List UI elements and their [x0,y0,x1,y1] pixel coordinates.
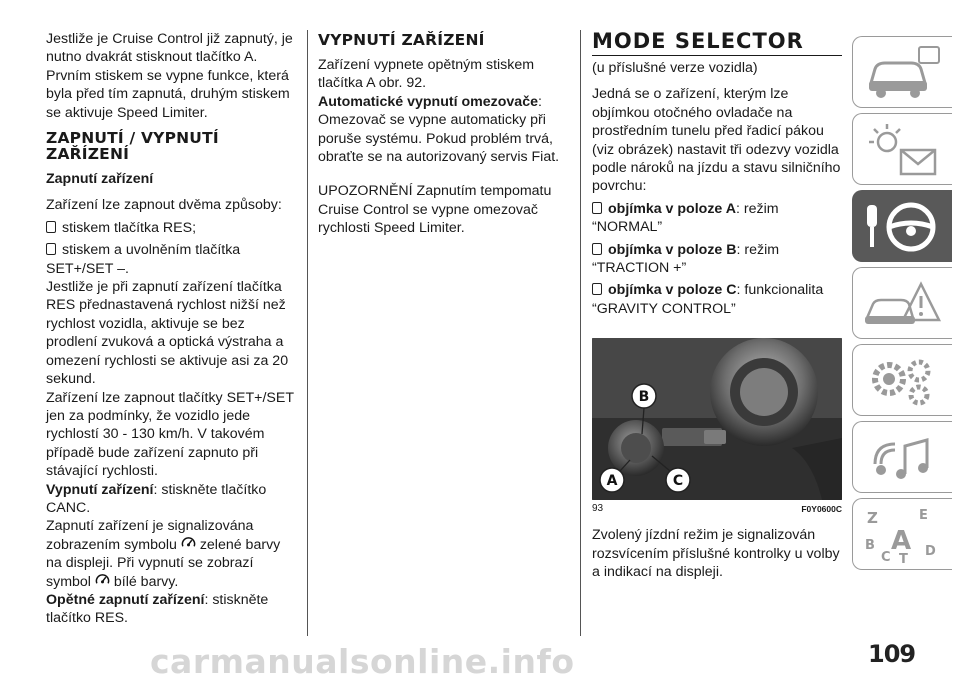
column-left [46,30,298,628]
car-dashboard-icon [861,43,943,103]
disable-text: : stiskněte tlačítko CANC. [46,481,267,516]
figure-number: 93 [592,503,604,515]
tab-multimedia[interactable] [852,421,952,493]
speed-limiter-icon [181,536,196,551]
paragraph-disable-press: Zařízení vypnete opětným stiskem tlačítka A obr. 92. [318,57,535,92]
auto-disable-text: : Omezovač se vypne automaticky při poruše systému. Pokud problém trvá, obraťte se na autorizovaný servis Fiat. [318,93,560,166]
bullet-square-icon [46,221,56,233]
bullet-text-cont: SET+/SET –. [46,260,129,277]
mode-selector-illustration [592,338,842,500]
tab-car-dashboard[interactable] [852,36,952,108]
index-letter-b: B [865,538,875,553]
auto-disable-label: Automatické vypnutí omezovače [318,93,538,110]
column-middle [318,30,570,238]
index-letter-z: Z [867,509,878,527]
mode-item-b [592,241,842,278]
steering-wheel-key-icon [861,197,943,257]
index-letter-c: C [881,550,891,565]
bullet-square-icon [592,243,602,255]
tab-accident-warning[interactable] [852,267,952,339]
ways-text: Zařízení lze zapnout dvěma způsoby: [46,197,282,214]
photo-label-c: C [672,473,684,490]
signal-text-a: Zapnutí zařízení je signalizována zobrazením symbolu [46,518,254,553]
multimedia-icon [861,428,943,488]
tab-steering-wheel-key[interactable] [852,190,952,262]
reenable-label: Opětné zapnutí zařízení [46,591,205,608]
heading-line-1: ZAPNUTÍ / VYPNUTÍ [46,129,219,148]
signal-text-c: bílé barvy. [113,573,179,590]
column-divider [580,30,581,636]
paragraph-disable [46,481,298,518]
page-number: 109 [868,640,916,668]
mode-item-label: objímka v poloze B [608,241,737,258]
bullet-item-set [46,241,298,278]
column-divider [307,30,308,636]
mode-selector-photo [592,338,842,500]
paragraph-mode-signal: Zvolený jízdní režim je signalizován rozsvícením příslušné kontrolky u volby a indikací na displeji. [592,527,840,581]
index-letter-d: D [925,544,936,559]
mode-item-text: : režim “TRACTION +” [592,241,780,277]
bullet-item-res [46,219,298,237]
bullet-square-icon [592,202,602,214]
tab-service-gears[interactable] [852,344,952,416]
heading-line-2: ZAŘÍZENÍ [46,145,130,164]
mode-item-label: objímka v poloze C [608,282,737,299]
index-letter-a: A [891,526,912,556]
mode-item-c [592,281,842,318]
chapter-tabs-sidebar [852,36,960,575]
index-letter-t: T [899,552,908,565]
mode-item-a [592,200,842,237]
paragraph-res-speed: Jestliže je při zapnutí zařízení tlačítka RES přednastavená rychlost nižší než rychlost vozidla, aktivuje se bez prodlení zvuková a optická výstraha a omezení rychlosti se aktivuje asi za 20 sekund. [46,279,289,388]
index-letter-e: E [919,508,928,523]
bullet-square-icon [46,243,56,255]
figure-code: F0Y0600C [801,504,842,515]
signal-text-b: zelené barvy na displeji. Při vypnutí se zobrazí symbol [46,536,281,590]
bullet-text: stiskem tlačítka RES; [62,219,197,236]
bullet-square-icon [592,283,602,295]
photo-label-b: B [638,389,650,406]
figure-caption [592,502,842,516]
version-note: (u příslušné verze vozidla) [592,60,758,76]
photo-label-a: A [606,473,618,490]
speed-limiter-icon [95,573,110,588]
section-heading-mode-selector: MODE SELECTOR [592,30,842,56]
disable-label: Vypnutí zařízení [46,481,154,498]
reenable-text: : stiskněte tlačítko RES. [46,591,269,627]
section-heading-on-off [46,130,298,162]
subheading-enable: Zapnutí zařízení [46,171,154,188]
note-paragraph: UPOZORNĚNÍ Zapnutím tempomatu Cruise Control se vypne omezovač rychlosti Speed Limiter. [318,183,552,237]
intro-paragraph: Jestliže je Cruise Control již zapnutý, je nutno dvakrát stisknout tlačítko A. Prvním stiskem se vypne funkce, která byla před tím zapnutá, druhým stiskem se aktivuje Speed Limiter. [46,31,293,121]
accident-warning-icon [861,274,943,334]
column-right [592,30,842,582]
alphabetical-index-icon [861,505,943,565]
paragraph-signal [46,517,298,591]
section-heading-disable: VYPNUTÍ ZAŘÍZENÍ [318,31,485,49]
paragraph-mode-description: Jedná se o zařízení, kterým lze objímkou otočného ovladače na prostředním tunelu před řadicí pákou (viz obrázek) nastavit tři odezvy vozidla podle nároků na jízdu a stavu silničního povrchu: [592,86,841,195]
watermark: carmanualsonline.info [150,642,575,678]
warning-lights-icon [861,120,943,180]
paragraph-auto-disable [318,93,570,167]
mode-item-label: objímka v poloze A [608,200,736,217]
paragraph-reenable [46,591,298,628]
service-gears-icon [861,351,943,411]
bullet-text: stiskem a uvolněním tlačítka [62,242,241,259]
tab-warning-lights[interactable] [852,113,952,185]
mode-item-text: : režim “NORMAL” [592,200,779,236]
tab-alphabetical-index[interactable] [852,498,952,570]
mode-item-text: : funkcionalita “GRAVITY CONTROL” [592,282,824,317]
paragraph-set-speed: Zařízení lze zapnout tlačítky SET+/SET jen za podmínky, že vozidlo jede rychlostí 30 - 130 km/h. V takovém případě bude zařízení zapnuto při stávající rychlosti. [46,389,294,480]
